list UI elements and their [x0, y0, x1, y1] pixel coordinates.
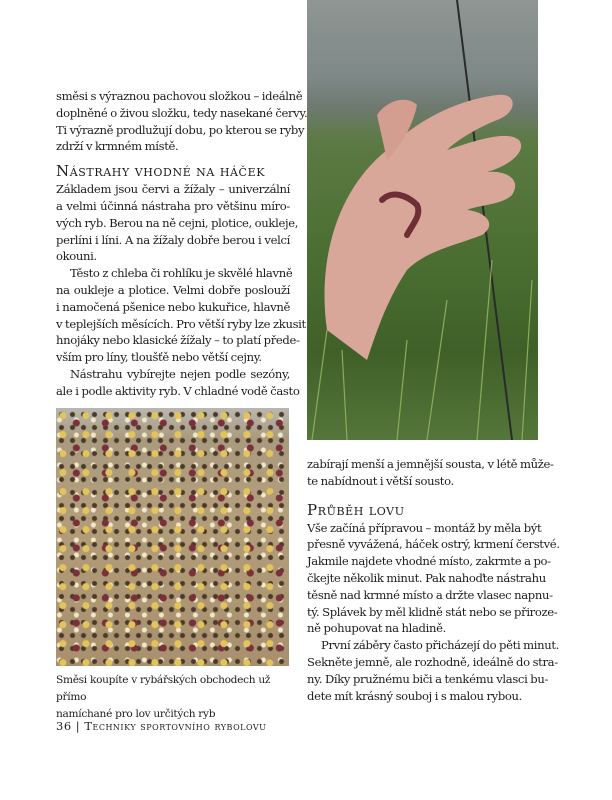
text-line: perlíni i líni. A na žížaly dobře berou i velcí — [56, 232, 290, 247]
text-line: Ti výrazně prodlužují dobu, po kterou se ryby — [56, 122, 305, 137]
text-line: ny. Díky pružnému biči a tenkému vlasci bu- — [307, 671, 549, 686]
section-heading: Nástrahy vhodné na háček — [56, 162, 266, 181]
text-line: ně pohupovat na hladině. — [307, 621, 446, 636]
text-line: te nabídnout i větší sousto. — [307, 473, 454, 488]
intro-paragraph — [56, 88, 308, 155]
text-line: přesně vyvážená, háček ostrý, krmení čerstvé. — [307, 537, 560, 552]
text-line: Těsto z chleba či rohlíku je skvělé hlavně — [70, 266, 293, 281]
book-title: Techniky sportovního rybolovu — [84, 719, 267, 733]
text-line: směsi s výraznou pachovou složkou – ideálně — [56, 89, 303, 103]
text-line: Nástrahu vybírejte nejen podle sezóny, — [70, 366, 290, 381]
text-line: Jakmile najdete vhodné místo, zakrmte a po- — [307, 554, 551, 569]
paragraph — [56, 366, 300, 400]
text-line: hnojáky nebo klasické žížaly – to platí přede- — [56, 333, 300, 348]
caption-line: Směsi koupíte v rybářských obchodech už přímo — [56, 674, 271, 703]
text-line: První záběry často přicházejí do pěti minut. — [321, 638, 560, 653]
text-line: dete mít krásný souboj i s malou rybou. — [307, 688, 523, 703]
text-line: zdrží v krmném místě. — [56, 139, 179, 154]
text-line: vých ryb. Berou na ně cejni, plotice, oukleje, — [56, 215, 299, 230]
paragraph-continuation — [307, 456, 554, 490]
text-line: v teplejších měsících. Pro větší ryby lze zkusit — [56, 316, 306, 331]
text-line: zabírají menší a jemnější sousta, v létě může- — [307, 457, 554, 471]
text-line: i namočená pšenice nebo kukuřice, hlavně — [56, 299, 290, 314]
text-line: tý. Splávek by měl klidně stát nebo se přiroze- — [307, 604, 558, 619]
paragraph — [307, 520, 560, 638]
text-line: doplněné o živou složku, tedy nasekané červy. — [56, 105, 308, 120]
page-number: 36 — [56, 719, 72, 733]
photo-caption — [56, 672, 296, 723]
hand-illustration — [307, 0, 538, 440]
left-column — [56, 88, 308, 400]
paragraph — [56, 265, 306, 366]
footer-separator: | — [75, 719, 81, 733]
right-column — [307, 456, 560, 704]
caption-line: namíchané pro lov určitých ryb — [56, 708, 216, 720]
text-line: okouni. — [56, 249, 97, 264]
photo-bait-mix — [56, 408, 289, 666]
text-line: Základem jsou červi a žížaly – univerzální — [56, 182, 290, 197]
text-line: na oukleje a plotice. Velmi dobře poslouží — [56, 282, 290, 297]
photo-hand-with-worm — [307, 0, 538, 440]
paragraph — [307, 637, 560, 704]
text-line: čkejte několik minut. Pak nahoďte nástrahu — [307, 570, 546, 585]
section-heading: Průběh lovu — [307, 500, 405, 519]
text-line: Vše začíná přípravou – montáž by měla být — [307, 520, 542, 535]
text-line: ale i podle aktivity ryb. V chladné vodě často — [56, 383, 300, 398]
text-line: a velmi účinná nástraha pro většinu míro- — [56, 198, 290, 213]
text-line: těsně nad krmné místo a držte vlasec napnu- — [307, 587, 553, 602]
text-line: Sekněte jemně, ale rozhodně, ideálně do stra- — [307, 654, 558, 669]
text-line: vším pro líny, tloušťě nebo větší cejny. — [56, 350, 262, 365]
page-footer — [56, 719, 266, 733]
paragraph — [56, 181, 299, 265]
